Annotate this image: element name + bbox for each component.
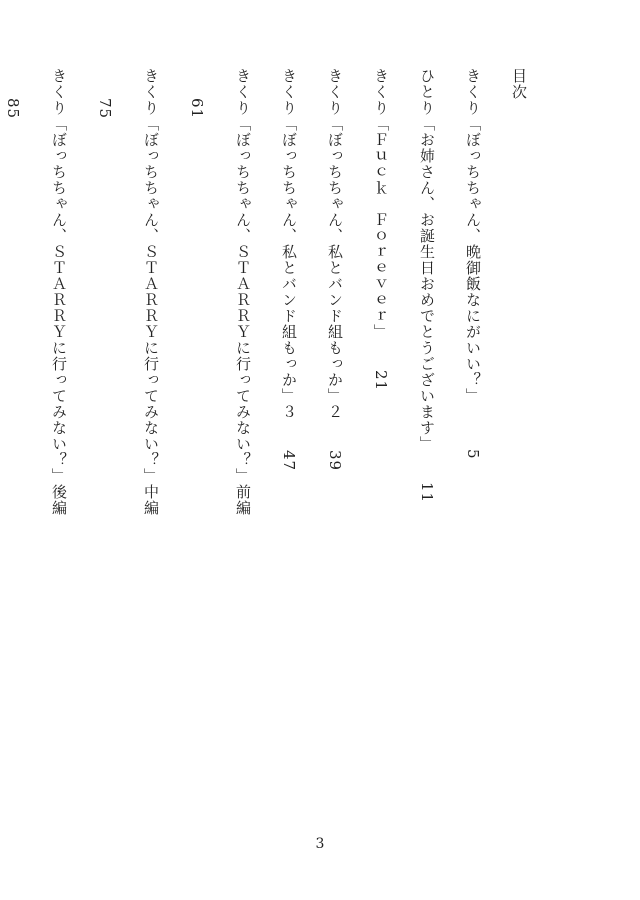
toc-gap: [427, 452, 428, 482]
toc-entry: [312, 68, 358, 528]
toc-entry-page: 61: [188, 98, 206, 120]
toc-entry-title: ひとり「お姉さん、お誕生日おめでとうございます」: [418, 68, 436, 452]
toc-entry-page: 47: [280, 450, 298, 472]
toc-entry-page: 5: [464, 449, 482, 460]
page-number: 3: [315, 836, 325, 852]
toc-entry-title: きくり「ぼっちちゃん、私とバンド組もっか」２: [326, 68, 344, 420]
toc-title: 目次: [510, 68, 528, 100]
toc-entry-title: きくり「ぼっちちゃん、晩御飯なにがいい？」: [464, 68, 482, 404]
toc-entry: [404, 68, 450, 528]
toc-entry-title: きくり「ぼっちちゃん、ＳＴＡＲＲＹに行ってみない？」中編: [142, 68, 160, 516]
toc-entry-page: 39: [326, 450, 344, 472]
toc-entry-title: きくり「Ｆｕｃｋ Ｆｏｒｅｖｅｒ」: [372, 68, 390, 340]
toc-entry: [266, 68, 312, 528]
toc-gap: [289, 420, 290, 450]
toc-gap: [473, 404, 474, 449]
toc-entry-page: 75: [96, 98, 114, 120]
toc-entry-title: きくり「ぼっちちゃん、私とバンド組もっか」３: [280, 68, 298, 420]
toc-entry: [82, 68, 174, 528]
toc-gap: [13, 68, 14, 98]
toc-entry-page: 11: [418, 482, 436, 504]
toc-entry: [174, 68, 266, 528]
toc-entry: [358, 68, 404, 528]
toc-entry: [0, 68, 82, 528]
toc-gap: [381, 340, 382, 370]
toc-gap: [197, 68, 198, 98]
toc-entry-page: 85: [4, 98, 22, 120]
toc-entry-title: きくり「ぼっちちゃん、ＳＴＡＲＲＹに行ってみない？」後編: [50, 68, 68, 516]
toc-gap: [335, 420, 336, 450]
toc-entry-title: きくり「ぼっちちゃん、ＳＴＡＲＲＹに行ってみない？」前編: [234, 68, 252, 516]
toc-entry: [450, 68, 496, 528]
toc-entry-page: 21: [372, 370, 390, 392]
toc-gap: [105, 68, 106, 98]
table-of-contents: [0, 68, 542, 528]
